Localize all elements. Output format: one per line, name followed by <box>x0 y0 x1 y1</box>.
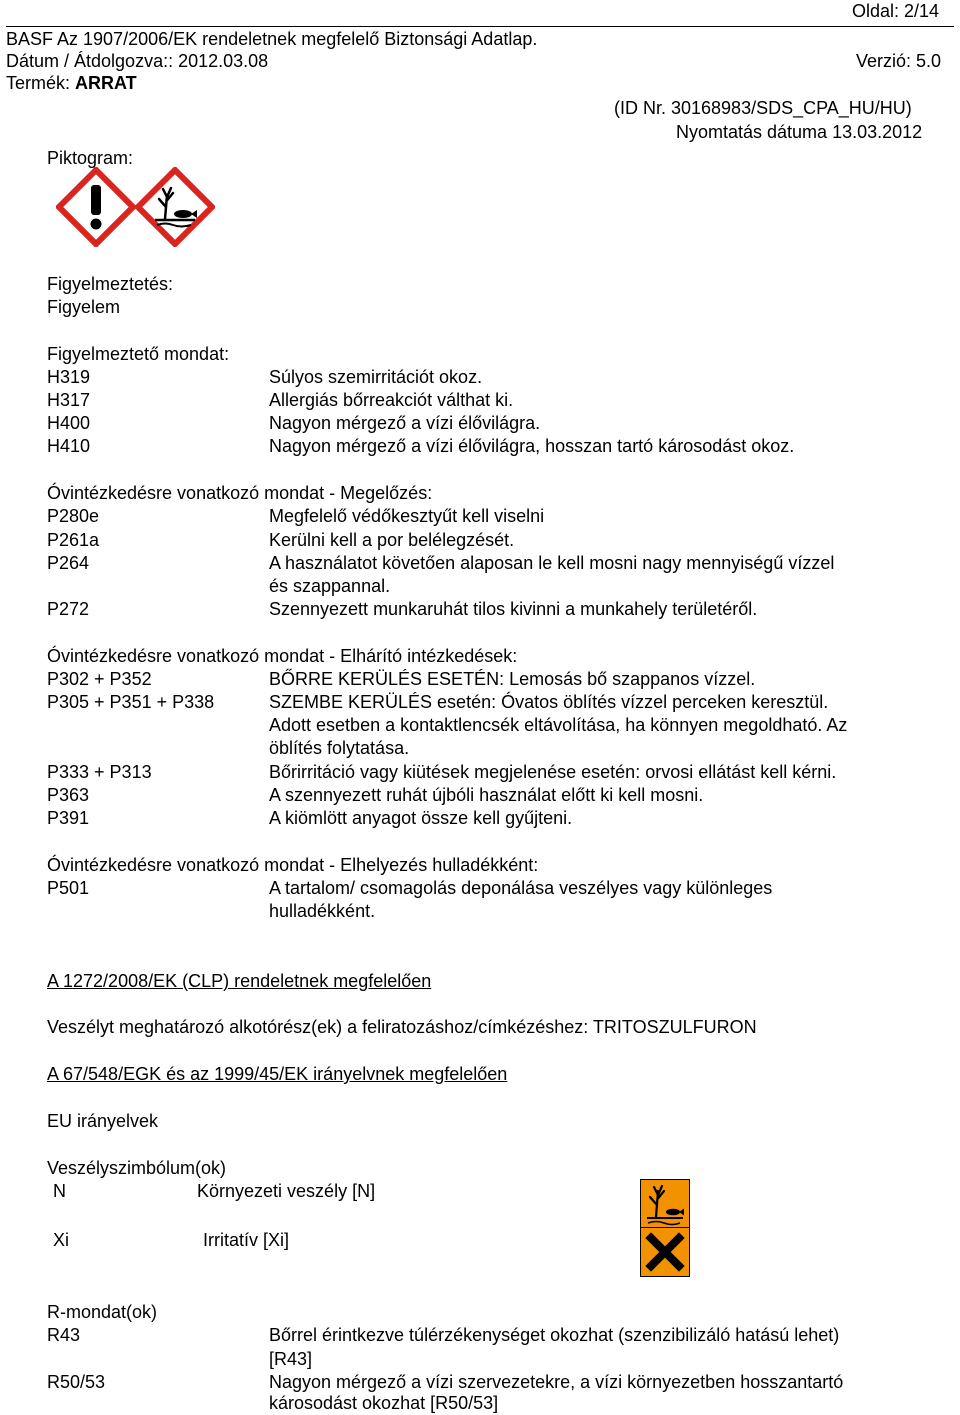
r-phrase-text-continued: [R43] <box>269 1349 313 1369</box>
r-phrase-code: R50/53 <box>47 1372 106 1392</box>
hazard-text: Allergiás bőrreakciót válthat ki. <box>269 390 514 410</box>
determinant-components: Veszélyt meghatározó alkotórész(ek) a feliratozáshoz/címkézéshez: TRITOSZULFURON <box>47 1017 757 1037</box>
r-phrases-heading: R-mondat(ok) <box>47 1302 158 1322</box>
pictogram-label: Piktogram: <box>47 148 134 168</box>
hazard-text: Nagyon mérgező a vízi élővilágra, hosszan tartó károsodást okoz. <box>269 436 795 456</box>
precaution-text: Bőrirritáció vagy kiütések megjelenése esetén: orvosi ellátást kell kérni. <box>269 762 837 782</box>
prevention-heading: Óvintézkedésre vonatkozó mondat - Megelőzés: <box>47 483 433 503</box>
precaution-text: BŐRRE KERÜLÉS ESETÉN: Lemosás bő szappanos vízzel. <box>269 669 756 689</box>
symbol-code: N <box>53 1181 66 1201</box>
directive-heading: A 67/548/EGK és az 1999/45/EK irányelvnek megfelelően <box>47 1064 508 1084</box>
response-heading: Óvintézkedésre vonatkozó mondat - Elhárító intézkedések: <box>47 646 518 666</box>
print-date: Nyomtatás dátuma 13.03.2012 <box>676 122 923 142</box>
symbol-text: Irritatív [Xi] <box>203 1230 290 1250</box>
precaution-text: A szennyezett ruhát újbóli használat előtt ki kell mosni. <box>269 785 704 805</box>
precaution-code: P363 <box>47 785 90 805</box>
product-line <box>6 72 137 94</box>
precaution-text-continued: és szappannal. <box>269 576 391 596</box>
r-phrase-text-continued: károsodást okozhat [R50/53] <box>269 1393 499 1413</box>
precaution-code: P391 <box>47 808 90 828</box>
precaution-text-continued: öblítés folytatása. <box>269 738 410 758</box>
precaution-text: Megfelelő védőkesztyűt kell viselni <box>269 506 545 526</box>
precaution-text: Kerülni kell a por belélegzését. <box>269 530 515 550</box>
r-phrase-text: Bőrrel érintkezve túlérzékenységet okozhat (szenzibilizáló hatású lehet) <box>269 1325 840 1345</box>
environment-ghs-icon <box>135 167 215 247</box>
hazard-code: H400 <box>47 413 91 433</box>
version-label: Verzió: 5.0 <box>856 51 942 71</box>
symbol-code: Xi <box>53 1230 70 1250</box>
page-number: Oldal: 2/14 <box>852 1 940 21</box>
precaution-code: P272 <box>47 599 90 619</box>
hazard-code: H319 <box>47 367 91 387</box>
precaution-text: SZEMBE KERÜLÉS esetén: Óvatos öblítés vízzel perceken keresztül. <box>269 692 829 712</box>
header-rule <box>6 26 954 27</box>
symbols-heading: Veszélyszimbólum(ok) <box>47 1158 227 1178</box>
hazard-text: Nagyon mérgező a vízi élővilágra. <box>269 413 541 433</box>
precaution-code: P261a <box>47 530 100 550</box>
precaution-code: P264 <box>47 553 90 573</box>
eu-directives-label: EU irányelvek <box>47 1111 159 1131</box>
precaution-code: P305 + P351 + P338 <box>47 692 215 712</box>
precaution-code: P302 + P352 <box>47 669 152 689</box>
r-phrase-text: Nagyon mérgező a vízi szervezetekre, a vízi környezetben hosszantartó <box>269 1372 844 1392</box>
precaution-text-continued: Adott esetben a kontaktlencsék eltávolítása, ha könnyen megoldható. Az <box>269 715 848 735</box>
precaution-code: P280e <box>47 506 100 526</box>
precaution-code: P333 + P313 <box>47 762 152 782</box>
precaution-text: A használatot követően alaposan le kell mosni nagy mennyiségű vízzel <box>269 553 835 573</box>
precaution-text-continued: hulladékként. <box>269 901 376 921</box>
revision-date: Dátum / Átdolgozva:: 2012.03.08 <box>6 51 269 71</box>
symbol-text: Környezeti veszély [N] <box>197 1181 376 1201</box>
hazard-text: Súlyos szemirritációt okoz. <box>269 367 483 387</box>
disposal-heading: Óvintézkedésre vonatkozó mondat - Elhelyezés hulladékként: <box>47 855 539 875</box>
hazard-code: H410 <box>47 436 91 456</box>
document-id: (ID Nr. 30168983/SDS_CPA_HU/HU) <box>614 98 912 118</box>
hazard-code: H317 <box>47 390 91 410</box>
document-title: BASF Az 1907/2006/EK rendeletnek megfelelő Biztonsági Adatlap. <box>6 29 538 49</box>
r-phrase-code: R43 <box>47 1325 81 1345</box>
hazard-heading: Figyelmeztető mondat: <box>47 344 230 364</box>
environment-eu-icon <box>640 1179 690 1229</box>
exclamation-ghs-icon <box>56 167 136 247</box>
precaution-code: P501 <box>47 878 90 898</box>
signal-label: Figyelmeztetés: <box>47 274 174 294</box>
precaution-text: Szennyezett munkaruhát tilos kivinni a munkahely területéről. <box>269 599 758 619</box>
precaution-text: A kiömlött anyagot össze kell gyűjteni. <box>269 808 573 828</box>
signal-word: Figyelem <box>47 297 121 317</box>
precaution-text: A tartalom/ csomagolás deponálása veszélyes vagy különleges <box>269 878 773 898</box>
irritant-eu-icon <box>640 1227 690 1277</box>
clp-heading: A 1272/2008/EK (CLP) rendeletnek megfelelően <box>47 971 432 991</box>
product-prefix: Termék: <box>6 73 76 93</box>
product-name: ARRAT <box>75 73 137 93</box>
